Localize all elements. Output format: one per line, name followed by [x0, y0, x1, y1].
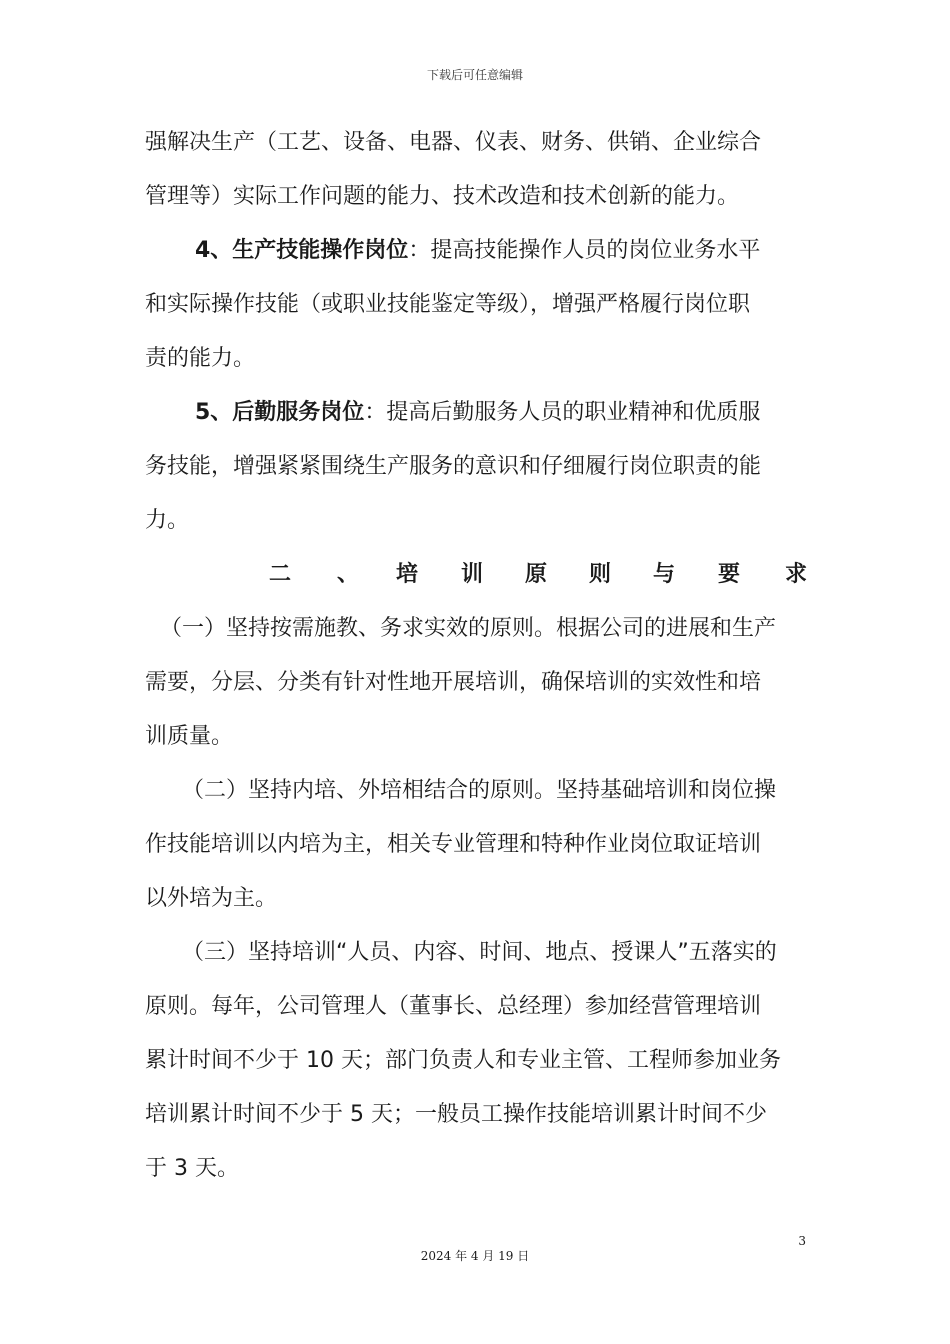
heading-char: 原 — [525, 562, 548, 587]
heading-char: 则 — [589, 562, 612, 587]
body-line: 训质量。 — [145, 724, 234, 749]
body-line: 务技能，增强紧紧围绕生产服务的意识和仔细履行岗位职责的能 — [145, 454, 762, 479]
body-line: 强解决生产（工艺、设备、电器、仪表、财务、供销、企业综合 — [145, 130, 762, 155]
heading-char: 与 — [653, 562, 676, 587]
body-line: 以外培为主。 — [145, 886, 278, 911]
paragraph-item-4 — [195, 236, 807, 266]
page-header: 下载后可任意编辑 — [426, 68, 523, 82]
item-4-text: ：提高技能操作人员的岗位业务水平 — [408, 238, 761, 263]
heading-char: 求 — [785, 562, 808, 587]
body-line: （三）坚持培训“人员、内容、时间、地点、授课人”五落实的 — [182, 940, 777, 965]
body-line: 管理等）实际工作问题的能力、技术改造和技术创新的能力。 — [145, 184, 740, 209]
item-4-title: 4、生产技能操作岗位 — [195, 238, 409, 263]
heading-char: 培 — [396, 562, 419, 587]
body-line: （二）坚持内培、外培相结合的原则。坚持基础培训和岗位操 — [182, 778, 777, 803]
heading-char: 二 — [269, 562, 292, 587]
body-line: 责的能力。 — [145, 346, 256, 371]
body-line: 于 3 天。 — [145, 1156, 239, 1181]
body-line: 累计时间不少于 10 天；部门负责人和专业主管、工程师参加业务 — [145, 1048, 781, 1073]
item-5-text: ：提高后勤服务人员的职业精神和优质服 — [364, 400, 761, 425]
body-line: 培训累计时间不少于 5 天；一般员工操作技能培训累计时间不少 — [145, 1102, 767, 1127]
page-footer-date: 2024 年 4 月 19 日 — [420, 1249, 530, 1263]
heading-char: 要 — [718, 562, 741, 587]
heading-char: 、 — [337, 562, 360, 587]
heading-char: 训 — [461, 562, 484, 587]
body-line: 需要，分层、分类有针对性地开展培训，确保培训的实效性和培 — [145, 670, 762, 695]
body-line: 作技能培训以内培为主，相关专业管理和特种作业岗位取证培训 — [145, 832, 762, 857]
item-5-title: 5、后勤服务岗位 — [195, 400, 365, 425]
paragraph-item-5 — [195, 398, 807, 428]
body-line: 原则。每年，公司管理人（董事长、总经理）参加经营管理培训 — [145, 994, 762, 1019]
body-line: 和实际操作技能（或职业技能鉴定等级），增强严格履行岗位职 — [145, 292, 751, 317]
body-line: 力。 — [145, 508, 190, 533]
body-line: （一）坚持按需施教、务求实效的原则。根据公司的进展和生产 — [160, 616, 777, 641]
page-number: 3 — [798, 1234, 806, 1248]
